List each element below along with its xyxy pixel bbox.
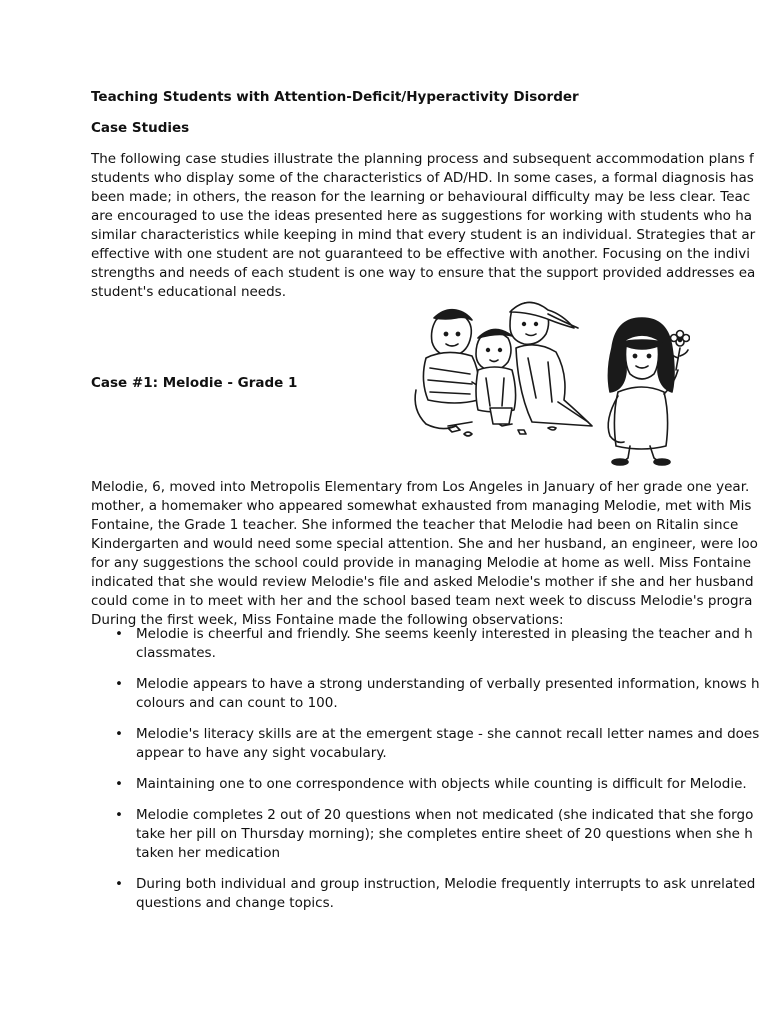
case-line: Kindergarten and would need some special attention. She and her husband, an engineer, were loo bbox=[91, 536, 758, 552]
observation-item bbox=[91, 625, 768, 663]
observation-line: Maintaining one to one correspondence with objects while counting is difficult for Melodie. bbox=[136, 776, 747, 792]
observation-line: questions and change topics. bbox=[136, 895, 334, 911]
intro-line: strengths and needs of each student is one way to ensure that the support provided addresses ea bbox=[91, 265, 756, 281]
case-line: indicated that she would review Melodie's file and asked Melodie's mother if she and her husband bbox=[91, 574, 754, 590]
observation-line: colours and can count to 100. bbox=[136, 695, 338, 711]
intro-line: student's educational needs. bbox=[91, 284, 287, 300]
observation-line: Melodie's literacy skills are at the emergent stage - she cannot recall letter names and does bbox=[136, 726, 760, 742]
observation-item bbox=[91, 675, 768, 713]
case-line: During the first week, Miss Fontaine made the following observations: bbox=[91, 612, 564, 628]
bullet-symbol: • bbox=[115, 676, 123, 692]
observation-line: During both individual and group instruction, Melodie frequently interrupts to ask unrelated bbox=[136, 876, 756, 892]
bullet-symbol: • bbox=[115, 776, 123, 792]
intro-paragraph bbox=[91, 150, 768, 302]
observation-line: take her pill on Thursday morning); she completes entire sheet of 20 questions when she h bbox=[136, 826, 753, 842]
observation-item bbox=[91, 725, 768, 763]
document-title: Teaching Students with Attention-Deficit/Hyperactivity Disorder bbox=[91, 89, 579, 105]
observation-line: Melodie completes 2 out of 20 questions when not medicated (she indicated that she forgo bbox=[136, 807, 754, 823]
case-line: Melodie, 6, moved into Metropolis Elementary from Los Angeles in January of her grade one year. bbox=[91, 479, 750, 495]
case-line: could come in to meet with her and the school based team next week to discuss Melodie's progra bbox=[91, 593, 753, 609]
observation-item bbox=[91, 775, 768, 794]
observation-item bbox=[91, 806, 768, 863]
bullet-symbol: • bbox=[115, 807, 123, 823]
girl-with-flower-illustration bbox=[598, 316, 690, 468]
case-line: for any suggestions the school could provide in managing Melodie at home as well. Miss Fontaine bbox=[91, 555, 752, 571]
intro-line: The following case studies illustrate the planning process and subsequent accommodation plans f bbox=[91, 151, 754, 167]
bullet-symbol: • bbox=[115, 876, 123, 892]
intro-line: similar characteristics while keeping in mind that every student is an individual. Strategies that ar bbox=[91, 227, 756, 243]
case-heading: Case #1: Melodie - Grade 1 bbox=[91, 375, 298, 391]
case-line: mother, a homemaker who appeared somewhat exhausted from managing Melodie, met with Mis bbox=[91, 498, 752, 514]
bullet-symbol: • bbox=[115, 626, 123, 642]
section-heading: Case Studies bbox=[91, 120, 190, 136]
children-group-illustration bbox=[408, 298, 594, 440]
observation-line: Melodie is cheerful and friendly. She seems keenly interested in pleasing the teacher and h bbox=[136, 626, 753, 642]
observation-line: classmates. bbox=[136, 645, 216, 661]
bullet-symbol: • bbox=[115, 726, 123, 742]
observation-line: taken her medication bbox=[136, 845, 281, 861]
intro-line: been made; in others, the reason for the learning or behavioural difficulty may be less clear. Teac bbox=[91, 189, 751, 205]
intro-line: are encouraged to use the ideas presented here as suggestions for working with students who ha bbox=[91, 208, 753, 224]
intro-line: effective with one student are not guaranteed to be effective with another. Focusing on the indivi bbox=[91, 246, 750, 262]
observation-item bbox=[91, 875, 768, 913]
observation-line: Melodie appears to have a strong understanding of verbally presented information, knows h bbox=[136, 676, 760, 692]
observations-list bbox=[91, 625, 768, 913]
case-line: Fontaine, the Grade 1 teacher. She informed the teacher that Melodie had been on Ritalin since bbox=[91, 517, 739, 533]
observation-line: appear to have any sight vocabulary. bbox=[136, 745, 387, 761]
intro-line: students who display some of the characteristics of AD/HD. In some cases, a formal diagnosis has bbox=[91, 170, 754, 186]
case-description-paragraph bbox=[91, 478, 768, 630]
